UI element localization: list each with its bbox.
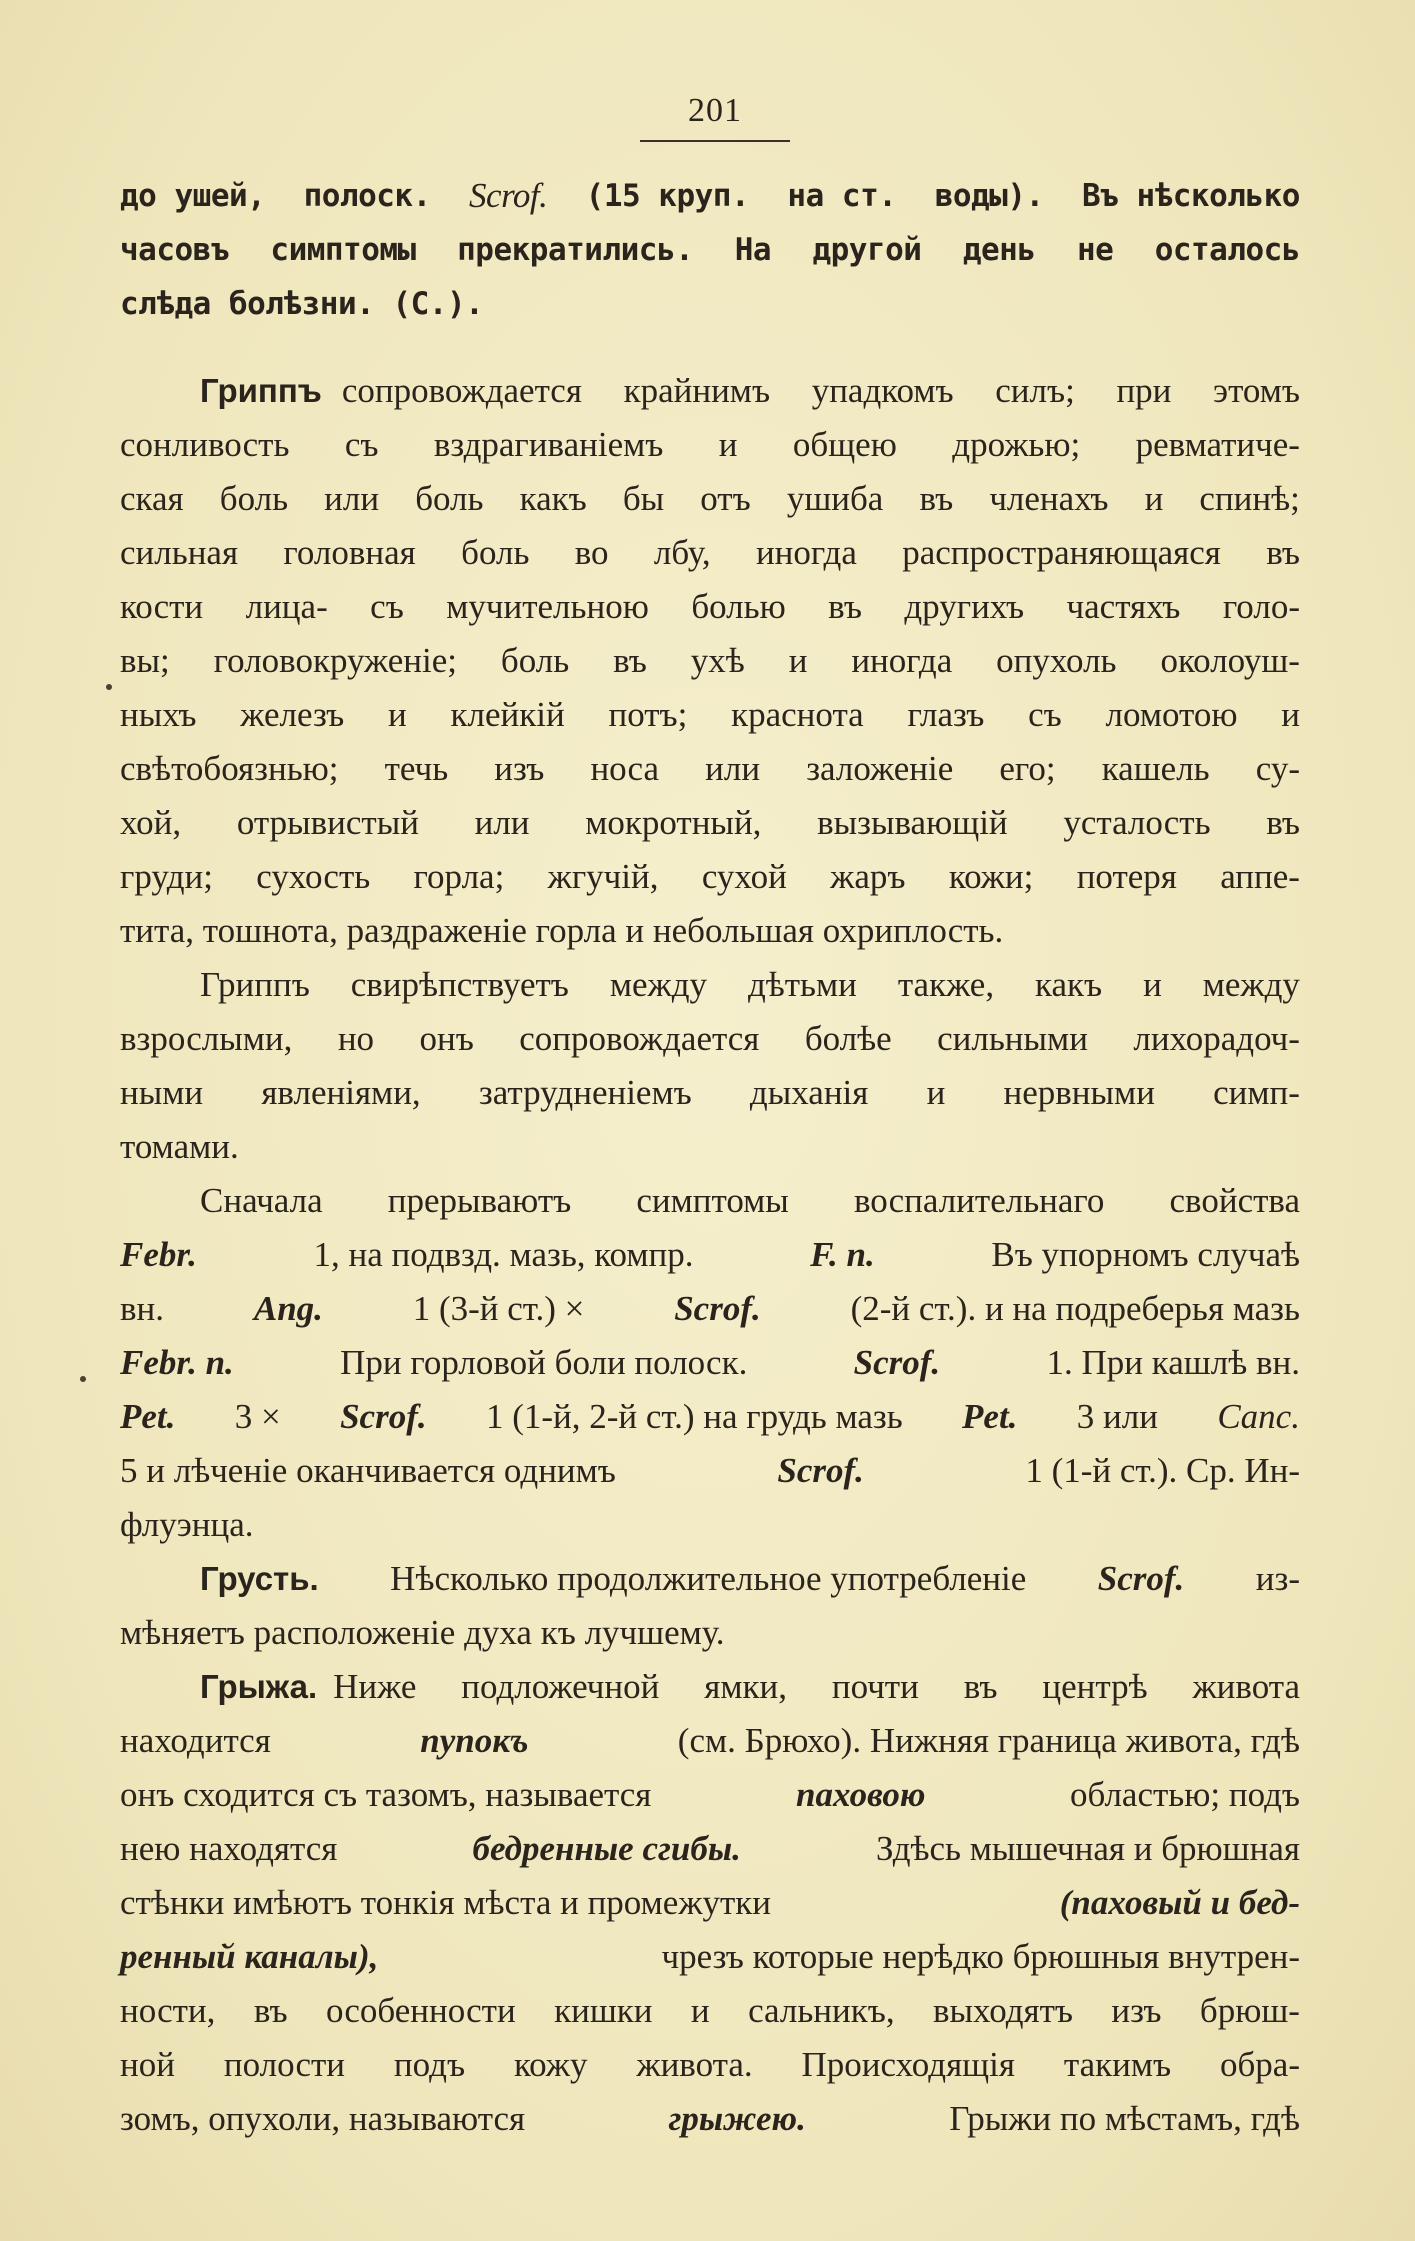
text-line: Грыжа. Ниже подложечной ямки, почти въ центрѣ живота	[120, 1660, 1300, 1714]
term-italic: пупокъ	[420, 1721, 529, 1760]
page-number: 201	[688, 92, 742, 129]
remedy-name: Scrof.	[674, 1289, 761, 1328]
remedy-name: Pet.	[120, 1397, 176, 1436]
margin-dot-mark	[80, 1376, 86, 1382]
text-line: до ушей, полоск. Scrof. (15 круп. на ст. воды). Въ нѣсколько	[120, 176, 1300, 215]
text-line: сильная головная боль во лбу, иногда распространяющаяся въ	[120, 533, 1300, 572]
text-line: стѣнки имѣютъ тонкія мѣста и промежутки (паховый и бед-	[120, 1876, 1300, 1930]
text-line: тита, тошнота, раздраженіе горла и небольшая охриплость.	[120, 911, 1004, 950]
text-line: ности, въ особенности кишки и сальникъ, выходятъ изъ брюш-	[120, 1991, 1300, 2030]
text-line: Гриппъ сопровождается крайнимъ упадкомъ силъ; при этомъ	[120, 364, 1300, 418]
text-line: Febr. 1, на подвзд. мазь, компр. F. n. Въ упорномъ случаѣ	[120, 1228, 1300, 1282]
text-line: хой, отрывистый или мокротный, вызывающій усталость въ	[120, 803, 1300, 842]
text-line: ныхъ железъ и клейкій потъ; краснота глазъ съ ломотою и	[120, 695, 1300, 734]
text-line: Гриппъ свирѣпствуетъ между дѣтьми также, какъ и между	[200, 965, 1300, 1004]
gripp-children-paragraph	[120, 958, 1300, 1174]
text-line: мѣняетъ расположеніе духа къ лучшему.	[120, 1613, 725, 1652]
margin-dot-mark	[106, 684, 112, 690]
entry-heading: Грусть.	[200, 1560, 319, 1597]
text-line: ной полости подъ кожу живота. Происходящія такимъ обра-	[120, 2045, 1300, 2084]
text-line: сонливость съ вздрагиваніемъ и общею дрожью; ревматиче-	[120, 425, 1300, 464]
term-italic: бедренные сгибы.	[472, 1829, 741, 1868]
text-line: нею находятся бедренные сгибы. Здѣсь мышечная и брюшная	[120, 1822, 1300, 1876]
remedy-name: Ang.	[253, 1289, 323, 1328]
text-line: груди; сухость горла; жгучій, сухой жаръ кожи; потеря аппе-	[120, 857, 1300, 896]
text-line: Грусть. Нѣсколько продолжительное употребленіе Scrof. из-	[120, 1552, 1300, 1606]
text-line: часовъ симптомы прекратились. На другой день не осталось	[120, 232, 1300, 268]
term-italic: (паховый и бед-	[1059, 1883, 1300, 1922]
intro-paragraph	[120, 172, 1300, 334]
page-number-container	[640, 92, 790, 134]
header-rule	[640, 140, 790, 142]
gryzha-paragraph	[120, 1660, 1300, 2146]
remedy-name: Febr. n.	[120, 1343, 234, 1382]
text-line: томами.	[120, 1127, 239, 1166]
text-line: свѣтобоязнью; течь изъ носа или заложеніе его; кашель су-	[120, 749, 1300, 788]
text-line: вн. Ang. 1 (3-й ст.) × Scrof. (2-й ст.). и на подреберья мазь	[120, 1282, 1300, 1336]
text-line: Febr. n. При горловой боли полоск. Scrof. 1. При кашлѣ вн.	[120, 1336, 1300, 1390]
remedy-name: Scrof.	[340, 1397, 427, 1436]
remedy-name: Canc.	[1217, 1397, 1300, 1436]
term-italic: грыжею.	[668, 2099, 806, 2138]
text-line: кости лица- съ мучительною болью въ другихъ частяхъ голо-	[120, 587, 1300, 626]
text-line: онъ сходится съ тазомъ, называется паховою областью; подъ	[120, 1768, 1300, 1822]
remedy-name: Scrof.	[853, 1343, 941, 1382]
text-line: ными явленіями, затрудненіемъ дыханія и нервными симп-	[120, 1073, 1300, 1112]
text-line: зомъ, опухоли, называются грыжею. Грыжи по мѣстамъ, гдѣ	[120, 2092, 1300, 2146]
text-line: вы; головокруженіе; боль въ ухѣ и иногда опухоль околоуш-	[120, 641, 1300, 680]
grust-paragraph	[120, 1552, 1300, 1660]
entry-heading: Грыжа.	[200, 1668, 318, 1705]
term-italic: паховою	[796, 1775, 926, 1814]
text-line: Сначала прерываютъ симптомы воспалительнаго свойства	[200, 1181, 1300, 1220]
text-line: 5 и лѣченіе оканчивается однимъ Scrof. 1 (1-й ст.). Ср. Ин-	[120, 1444, 1300, 1498]
remedy-name: Scrof.	[1097, 1559, 1185, 1598]
text-line: Pet. 3 × Scrof. 1 (1-й, 2-й ст.) на грудь мазь Pet. 3 или Canc.	[120, 1390, 1300, 1444]
text-line: ренный каналы), чрезъ которые нерѣдко брюшныя внутрен-	[120, 1930, 1300, 1984]
text-line: находится пупокъ (см. Брюхо). Нижняя граница живота, гдѣ	[120, 1714, 1300, 1768]
text-line: флуэнца.	[120, 1505, 254, 1544]
text-line: ская боль или боль какъ бы отъ ушиба въ членахъ и спинѣ;	[120, 479, 1300, 518]
entry-heading: Гриппъ	[200, 372, 322, 409]
term-italic: ренный каналы),	[120, 1937, 379, 1976]
remedy-name: Scrof.	[777, 1451, 864, 1490]
text-line: взрослыми, но онъ сопровождается болѣе сильными лихорадоч-	[120, 1019, 1300, 1058]
text-line: слѣда болѣзни. (С.).	[120, 286, 484, 322]
remedy-name: F. n.	[810, 1235, 875, 1274]
gripp-paragraph	[120, 364, 1300, 958]
page-body	[120, 172, 1300, 2146]
remedy-name: Febr.	[120, 1235, 197, 1274]
gripp-treatment-paragraph	[120, 1174, 1300, 1552]
remedy-name: Pet.	[962, 1397, 1018, 1436]
